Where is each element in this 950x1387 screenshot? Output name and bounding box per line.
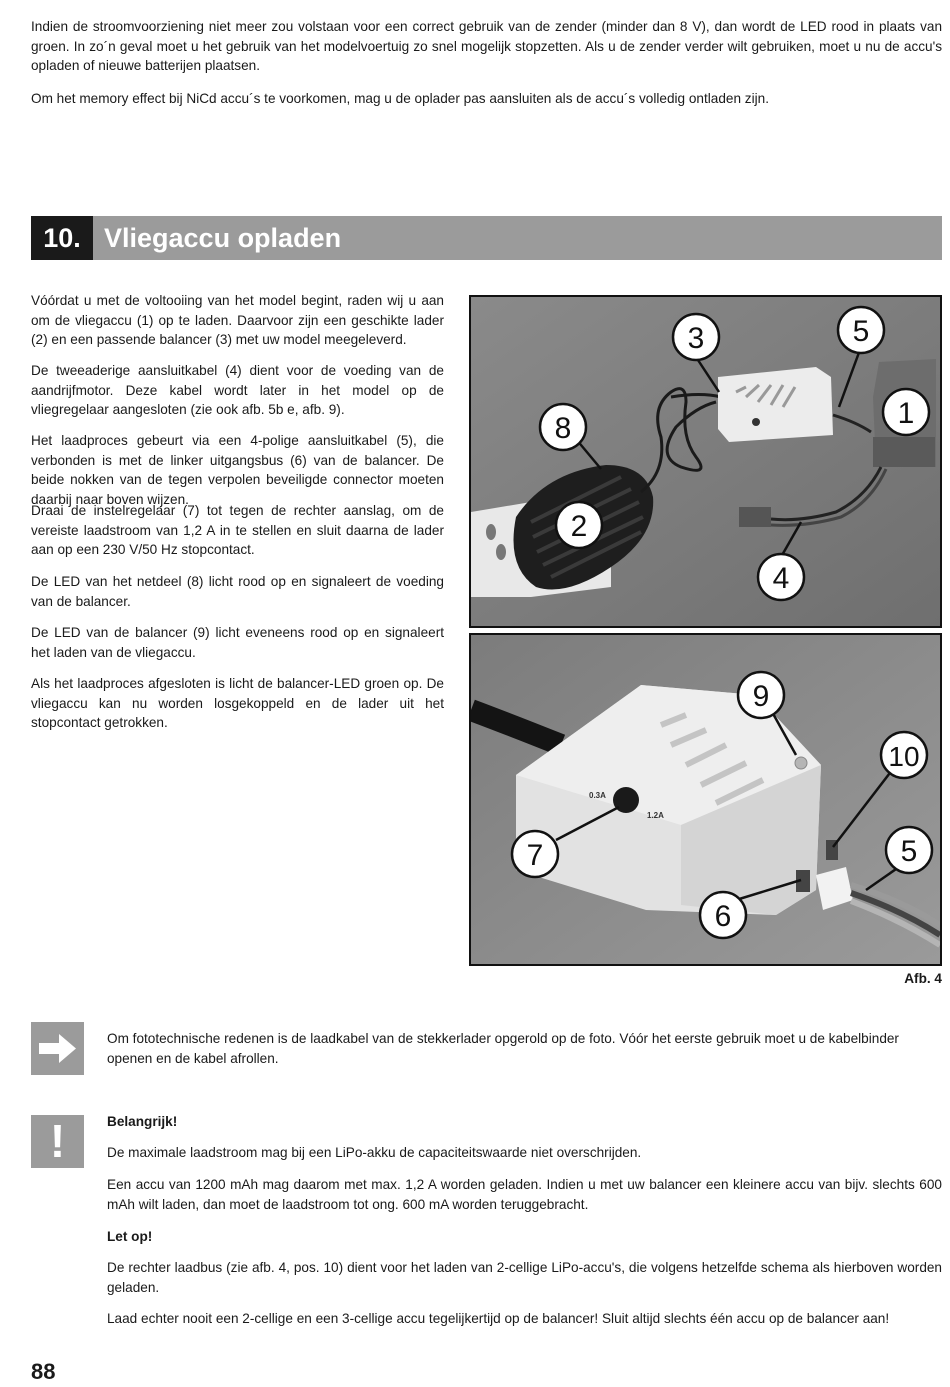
callout-5 (838, 307, 884, 353)
callout-1 (883, 389, 929, 435)
body-paragraph-4: Draai de instelregelaar (7) tot tegen de rechter aanslag, om de vereiste laadstroom van 1,2 A in te stellen en sluit daarna de lader aan op een 230 V/50 Hz stopcontact. (31, 503, 444, 557)
info-note-text: Om fototechnische redenen is de laadkabel van de stekkerlader opgerold op de foto. Vóór het eerste gebruik moet u de kabelbinder openen en de kabel afrollen. (107, 1031, 899, 1066)
svg-text:9: 9 (752, 680, 770, 713)
svg-text:5: 5 (852, 315, 870, 348)
svg-text:5: 5 (900, 835, 918, 868)
svg-text:7: 7 (526, 839, 544, 872)
svg-text:10: 10 (888, 741, 920, 772)
callout-2 (556, 502, 602, 548)
section-title: Vliegaccu opladen (104, 223, 342, 253)
page-number: 88 (31, 1359, 56, 1384)
important-heading: Belangrijk! (107, 1114, 178, 1129)
body-paragraph-3: Het laadproces gebeurt via een 4-polige aansluitkabel (5), die verbonden is met de linker uitgangsbus (6) van de balancer. De beide nokken van de tegen verpolen beveiligde connector moeten daarbij naar boven wijzen. (31, 433, 444, 507)
svg-text:3: 3 (687, 322, 705, 355)
warning-paragraph-2: Een accu van 1200 mAh mag daarom met max. 1,2 A worden geladen. Indien u met uw balancer een kleinere accu van bijv. slechts 600 mAh wilt laden, dan moet de laadstroom tot ong. 600 mA worden teruggebracht. (107, 1177, 942, 1212)
body-paragraph-5: De LED van het netdeel (8) licht rood op en signaleert de voeding van de balancer. (31, 574, 444, 609)
callout-8 (540, 404, 586, 450)
body-paragraph-1: Vóórdat u met de voltooiing van het model begint, raden wij u aan om de vliegaccu (1) op te laden. Daarvoor zijn een geschikte lader (2) en een passende balancer (3) met uw model meegeleverd. (31, 293, 444, 347)
body-paragraph-2: De tweeaderige aansluitkabel (4) dient voor de voeding van de aandrijfmotor. Deze kabel wordt later in het model op de vliegregelaar aangesloten (zie ook afb. 5b e, afb. 9). (31, 363, 444, 417)
exclamation-icon (31, 1115, 84, 1168)
callout-7 (512, 831, 558, 877)
svg-text:8: 8 (554, 412, 572, 445)
intro-paragraph-2: Om het memory effect bij NiCd accu´s te voorkomen, mag u de oplader pas aansluiten als de accu´s volledig ontladen zijn. (31, 91, 769, 106)
warning-paragraph-3: De rechter laadbus (zie afb. 4, pos. 10) dient voor het laden van 2-cellige LiPo-accu's, die volgens hetzelfde schema als hierboven worden geladen. (107, 1260, 942, 1295)
svg-text:6: 6 (714, 900, 732, 933)
svg-text:4: 4 (772, 562, 790, 595)
body-paragraph-6: De LED van de balancer (9) licht eveneens rood op en signaleert het laden van de vliegaccu. (31, 625, 444, 660)
attention-heading: Let op! (107, 1229, 153, 1244)
arrow-right-icon (31, 1022, 84, 1075)
svg-text:2: 2 (570, 510, 588, 543)
section-header (31, 216, 942, 260)
callout-10 (881, 732, 927, 778)
photo-charging-setup (469, 295, 942, 628)
photo-balancer-closeup (469, 633, 942, 966)
svg-text:1.2A: 1.2A (647, 811, 664, 820)
callout-5 (886, 827, 932, 873)
section-number: 10. (31, 216, 93, 260)
callout-3 (673, 314, 719, 360)
exclamation-glyph: ! (49, 1115, 66, 1167)
intro-paragraph-1: Indien de stroomvoorziening niet meer zou volstaan voor een correct gebruik van de zender (minder dan 8 V), dan wordt de LED rood in plaats van groen. In zo´n geval moet u het gebruik van het modelvoertuig zo snel mogelijk stopzetten. Als u de zender verder wilt gebruiken, moet u nu de accu's opladen of nieuwe batterijen plaatsen. (31, 19, 942, 73)
callout-4 (758, 554, 804, 600)
callout-6 (700, 892, 746, 938)
svg-text:0.3A: 0.3A (589, 791, 606, 800)
callout-9 (738, 672, 784, 718)
figure-caption: Afb. 4 (904, 971, 942, 986)
warning-paragraph-4: Laad echter nooit een 2-cellige en een 3-cellige accu tegelijkertijd op de balancer! Sluit altijd slechts één accu op de balancer aan! (107, 1311, 890, 1326)
svg-text:1: 1 (897, 397, 915, 430)
body-paragraph-7: Als het laadproces afgesloten is licht de balancer-LED groen op. De vliegaccu kan nu worden losgekoppeld en de lader uit het stopcontact getrokken. (31, 676, 444, 730)
warning-paragraph-1: De maximale laadstroom mag bij een LiPo-akku de capaciteitswaarde niet overschrijden. (107, 1145, 642, 1160)
